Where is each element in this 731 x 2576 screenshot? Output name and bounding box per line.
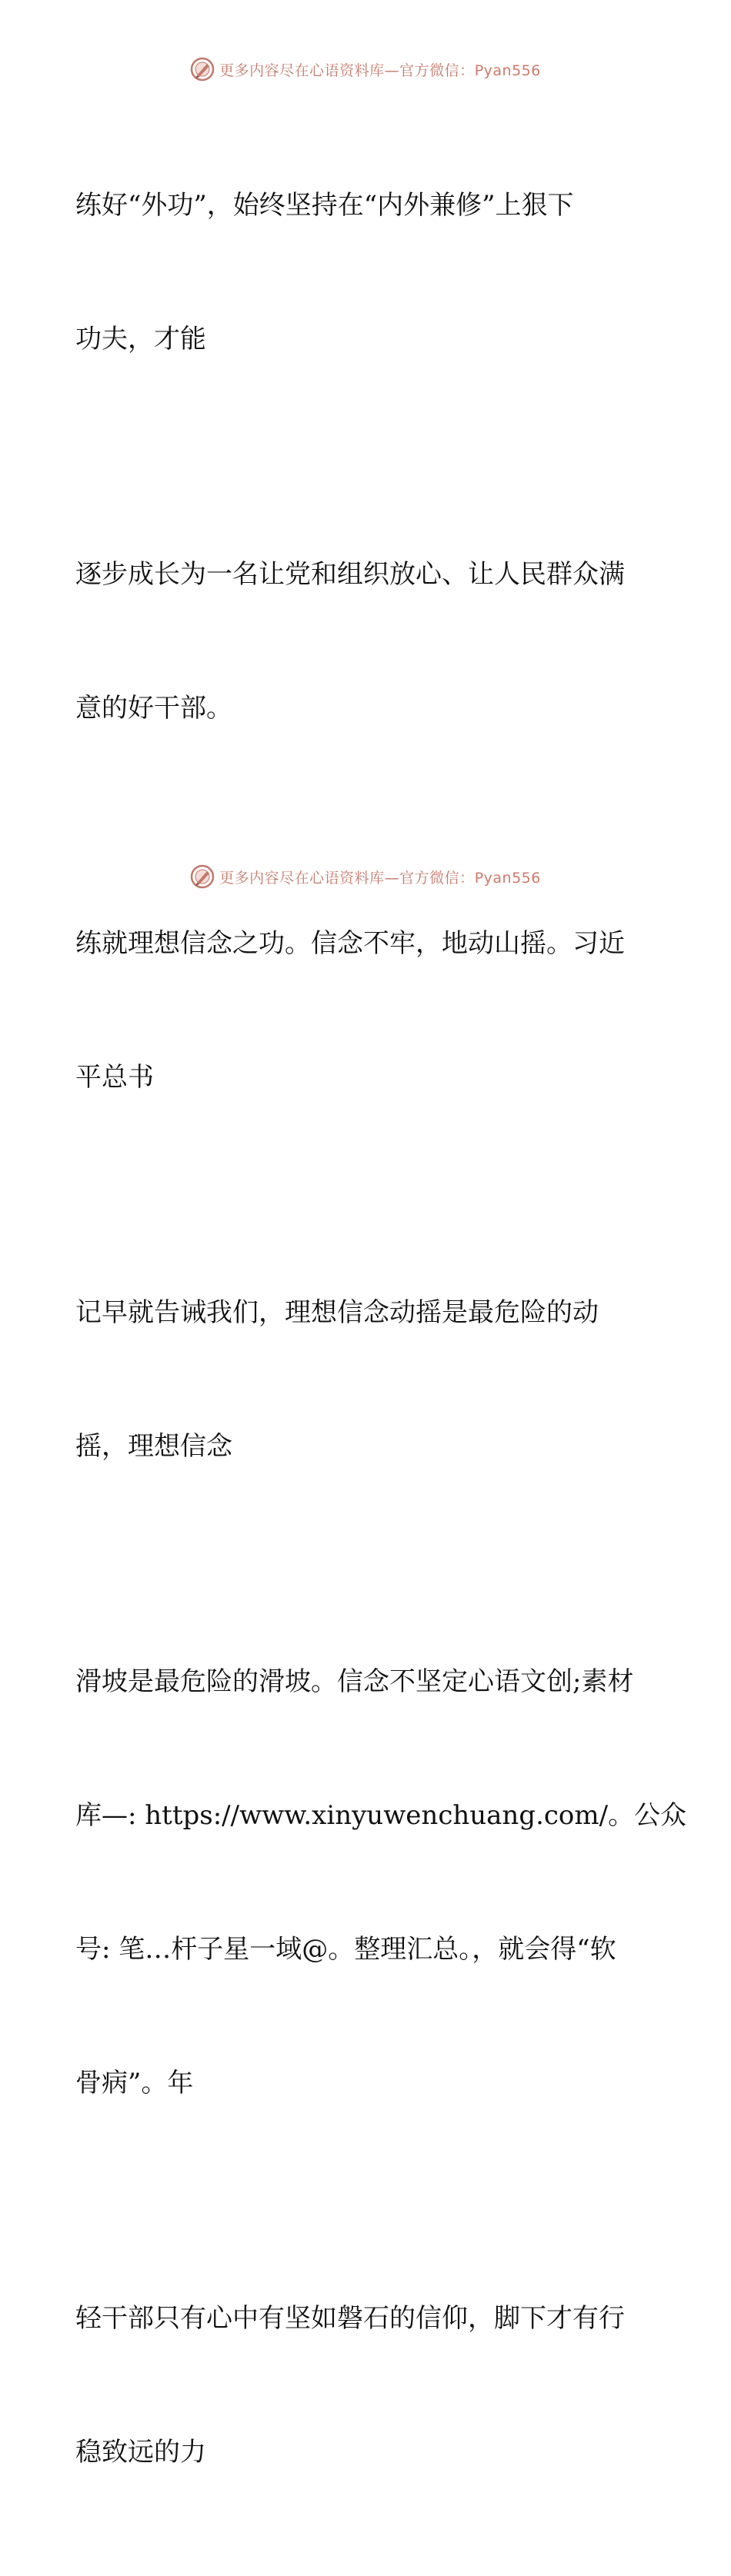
paragraph	[75, 463, 660, 820]
paragraph-line: 练好“外功”，始终坚持在“内外兼修”上狠下	[75, 190, 574, 221]
paragraph-line: 练就理想信念之功。信念不牢，地动山摇。习近	[75, 928, 625, 959]
banner-separator: —	[384, 869, 400, 887]
paragraph-line: 库—: https://www.xinyuwenchuang.com/。公众	[75, 1800, 687, 1831]
paragraph	[75, 94, 660, 451]
paragraph-line: 平总书	[75, 1062, 154, 1093]
paragraph-line: 骨病”。年	[75, 2068, 194, 2098]
pen-seal-icon	[190, 864, 215, 889]
paragraph	[75, 1201, 660, 1558]
footer-banner-inner	[190, 864, 541, 889]
banner-separator: —	[384, 62, 400, 79]
banner-wechat-label: 官方微信：	[399, 62, 475, 79]
paragraph-line: 滑坡是最危险的滑坡。信念不坚定心语文创;素材	[75, 1666, 634, 1697]
paragraph-line: 逐步成长为一名让党和组织放心、让人民群众满	[75, 559, 625, 590]
paragraph-line: 摇，理想信念	[75, 1431, 232, 1462]
paragraph-line: 记早就告诫我们，理想信念动摇是最危险的动	[75, 1297, 599, 1328]
paragraph-line: 轻干部只有心中有坚如磐石的信仰，脚下才有行	[75, 2303, 625, 2334]
paragraph	[75, 1570, 687, 2195]
header-banner-text	[219, 59, 541, 80]
banner-wechat-label: 官方微信：	[399, 869, 475, 887]
banner-main-text: 更多内容尽在心语资料库	[219, 869, 385, 887]
paragraph-line: 功夫，才能	[75, 324, 206, 354]
document-body	[75, 94, 687, 2576]
paragraph	[75, 2207, 660, 2564]
paragraph-line: 意的好干部。	[75, 693, 232, 724]
banner-wechat-id: Pyan556	[474, 869, 541, 887]
footer-banner	[0, 861, 731, 892]
header-banner-inner	[190, 57, 541, 82]
paragraph-line: 稳致远的力	[75, 2437, 206, 2468]
banner-main-text: 更多内容尽在心语资料库	[219, 62, 385, 79]
paragraph-line: 号: 笔…杆子星一域@。整理汇总。，就会得“软	[75, 1934, 616, 1965]
header-banner	[0, 54, 731, 85]
pen-seal-icon	[190, 57, 215, 82]
footer-banner-text	[219, 867, 541, 887]
banner-wechat-id: Pyan556	[474, 62, 541, 79]
